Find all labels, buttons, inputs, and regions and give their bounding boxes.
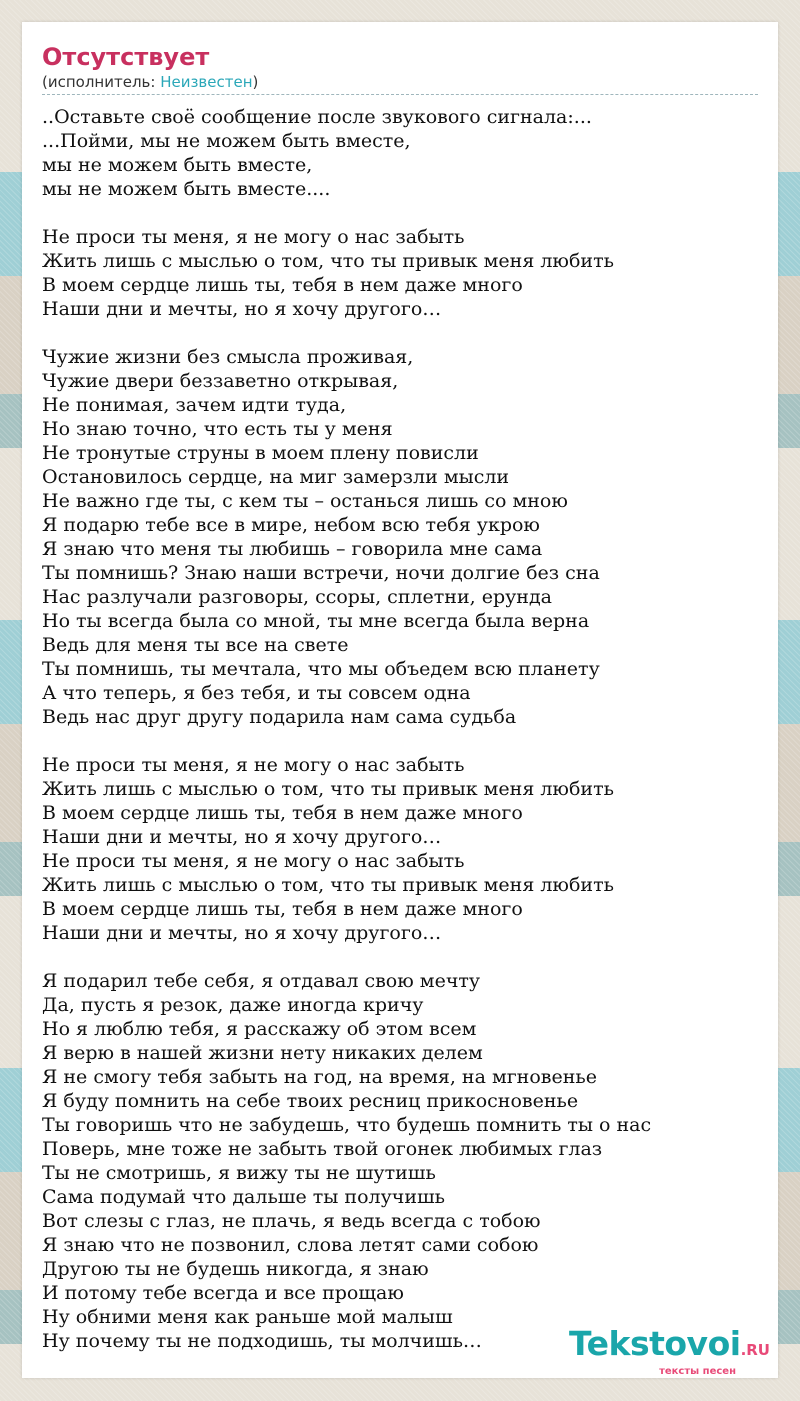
lyric-line: В моем сердце лишь ты, тебя в нем даже много [42, 802, 523, 824]
lyric-line: Не важно где ты, с кем ты – останься лишь со мною [42, 490, 568, 512]
lyric-line: Ты не смотришь, я вижу ты не шутишь [42, 1162, 436, 1184]
lyric-line: Жить лишь с мыслью о том, что ты привык меня любить [42, 874, 614, 896]
site-watermark [569, 1324, 770, 1377]
lyric-blank-line [42, 729, 758, 753]
lyric-line: Жить лишь с мыслью о том, что ты привык меня любить [42, 778, 614, 800]
lyric-line: Я подарил тебе себя, я отдавал свою мечту [42, 970, 481, 992]
lyric-line: ..Оставьте своё сообщение после звукового сигнала:... [42, 106, 592, 128]
lyric-line: В моем сердце лишь ты, тебя в нем даже много [42, 274, 523, 296]
artist-suffix: ) [252, 73, 259, 91]
lyric-line: Я буду помнить на себе твоих ресниц прикосновенье [42, 1090, 579, 1112]
lyric-line: Нас разлучали разговоры, ссоры, сплетни, ерунда [42, 586, 552, 608]
lyric-line: Ты помнишь? Знаю наши встречи, ночи долгие без сна [42, 562, 600, 584]
lyric-line: мы не можем быть вместе.... [42, 178, 331, 200]
site-logo-name: Tekstovoi [569, 1324, 741, 1363]
lyric-line: Я знаю что не позвонил, слова летят сами собою [42, 1234, 539, 1256]
lyric-line: Ведь нас друг другу подарила нам сама судьба [42, 706, 517, 728]
lyric-line: Вот слезы с глаз, не плачь, я ведь всегда с тобою [42, 1210, 541, 1232]
lyric-line: ...Пойми, мы не можем быть вместе, [42, 130, 411, 152]
lyric-line: Но знаю точно, что есть ты у меня [42, 418, 393, 440]
lyric-line: Чужие жизни без смысла проживая, [42, 346, 414, 368]
lyric-line: Не проси ты меня, я не могу о нас забыть [42, 850, 465, 872]
lyric-line: Остановилось сердце, на миг замерзли мысли [42, 466, 510, 488]
artist-prefix: (исполнитель: [42, 73, 161, 91]
artist-line [42, 72, 758, 95]
lyric-line: А что теперь, я без тебя, и ты совсем одна [42, 682, 471, 704]
lyric-blank-line [42, 321, 758, 345]
lyric-line: Не понимая, зачем идти туда, [42, 394, 347, 416]
lyric-line: Не тронутые струны в моем плену повисли [42, 442, 479, 464]
lyric-line: Не проси ты меня, я не могу о нас забыть [42, 226, 465, 248]
lyric-line: Да, пусть я резок, даже иногда кричу [42, 994, 424, 1016]
lyric-blank-line [42, 201, 758, 225]
lyric-line: мы не можем быть вместе, [42, 154, 313, 176]
lyric-line: Я знаю что меня ты любишь – говорила мне сама [42, 538, 543, 560]
lyric-line: Но я люблю тебя, я расскажу об этом всем [42, 1018, 477, 1040]
song-title: Отсутствует [42, 43, 210, 71]
lyric-line: Я не смогу тебя забыть на год, на время, на мгновенье [42, 1066, 597, 1088]
lyric-line: В моем сердце лишь ты, тебя в нем даже много [42, 898, 523, 920]
lyric-line: Жить лишь с мыслью о том, что ты привык меня любить [42, 250, 614, 272]
lyric-line: Я подарю тебе все в мире, небом всю тебя укрою [42, 514, 540, 536]
lyric-line: Ты помнишь, ты мечтала, что мы объедем всю планету [42, 658, 600, 680]
lyric-line: Я верю в нашей жизни нету никаких делем [42, 1042, 483, 1064]
lyrics-text [42, 105, 758, 1353]
lyric-line: Наши дни и мечты, но я хочу другого… [42, 826, 442, 848]
site-tagline: тексты песен [659, 1366, 736, 1377]
lyric-blank-line [42, 945, 758, 969]
lyric-line: И потому тебе всегда и все прощаю [42, 1282, 404, 1304]
lyrics-card [22, 22, 778, 1378]
lyric-line: Ну обними меня как раньше мой малыш [42, 1306, 453, 1328]
site-logo-tld: .RU [740, 1341, 770, 1359]
lyric-line: Наши дни и мечты, но я хочу другого… [42, 922, 442, 944]
lyric-line: Ты говоришь что не забудешь, что будешь помнить ты о нас [42, 1114, 652, 1136]
lyric-line: Но ты всегда была со мной, ты мне всегда была верна [42, 610, 590, 632]
lyric-line: Наши дни и мечты, но я хочу другого… [42, 298, 442, 320]
lyric-line: Другою ты не будешь никогда, я знаю [42, 1258, 429, 1280]
lyric-line: Сама подумай что дальше ты получишь [42, 1186, 445, 1208]
site-logo [569, 1324, 770, 1367]
lyric-line: Ведь для меня ты все на свете [42, 634, 349, 656]
artist-link[interactable]: Неизвестен [160, 73, 253, 91]
lyric-line: Не проси ты меня, я не могу о нас забыть [42, 754, 465, 776]
lyric-line: Ну почему ты не подходишь, ты молчишь… [42, 1330, 482, 1352]
lyric-line: Чужие двери беззаветно открывая, [42, 370, 399, 392]
lyric-line: Поверь, мне тоже не забыть твой огонек любимых глаз [42, 1138, 603, 1160]
